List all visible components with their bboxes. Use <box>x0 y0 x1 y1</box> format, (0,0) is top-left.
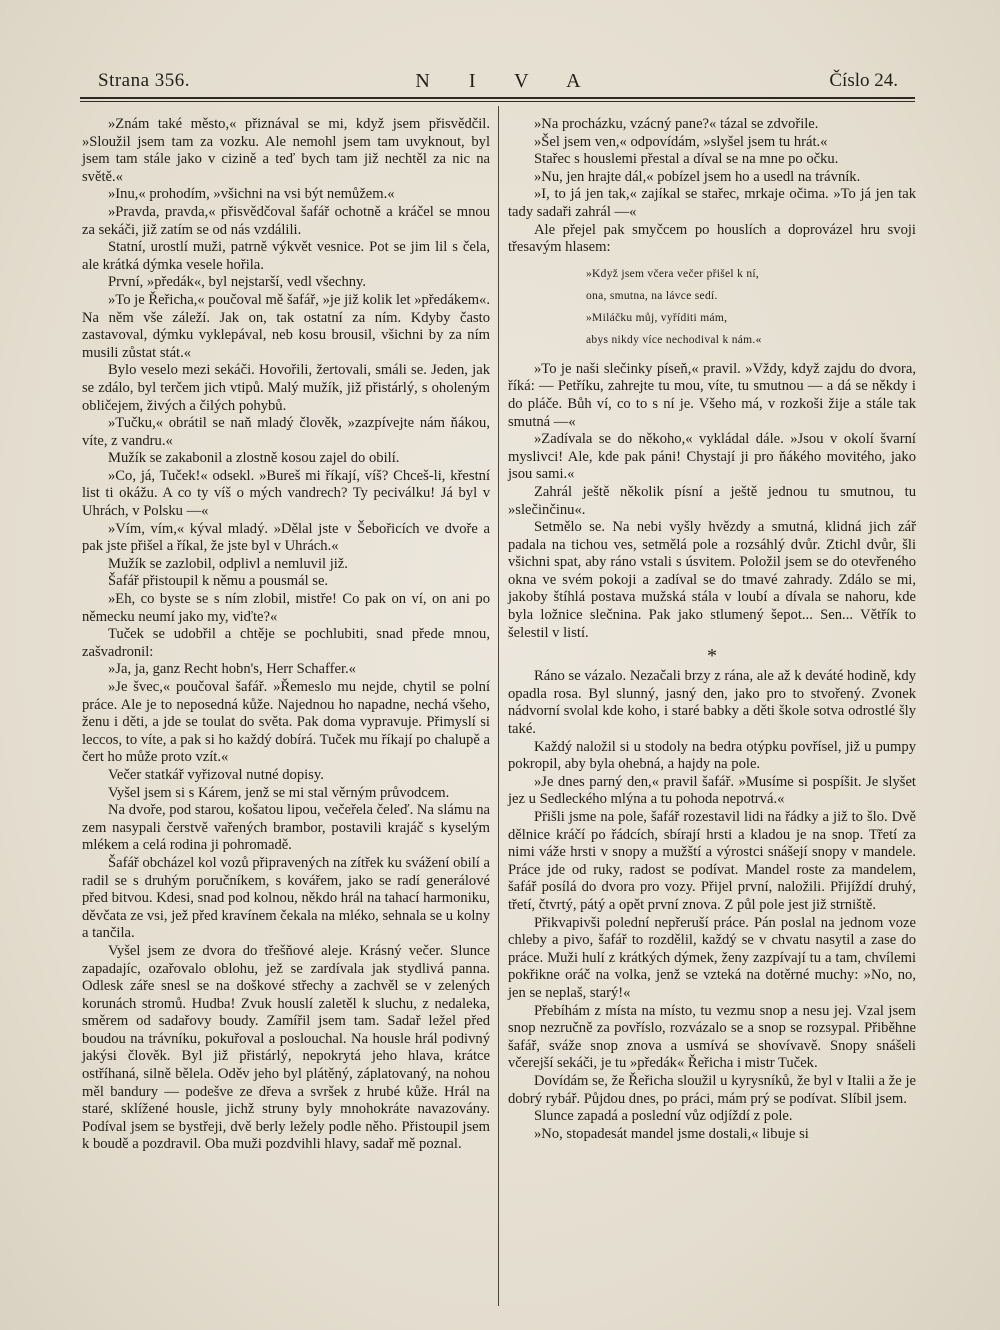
paragraph: »Na procházku, vzácný pane?« tázal se zdvořile. <box>534 116 819 132</box>
verse-line: »Když jsem včera večer přišel k ní, <box>586 267 760 280</box>
paragraph: »Šel jsem ven,« odpovídám, »slyšel jsem tu hrát.« <box>534 133 828 150</box>
page-number: Strana 356. <box>98 70 191 91</box>
paragraph: »Ja, ja, ganz Recht hobn's, Herr Schaffer.« <box>108 661 356 678</box>
paragraph: Bylo veselo mezi sekáči. Hovořili, žertovali, smáli se. Jeden, jak se zdálo, byl terčem jich vtipů. Malý mužík, již přistárlý, s oholeným obličejem, živých a čilých pohybů. <box>82 362 490 414</box>
paragraph: »Zadívala se do někoho,« vykládal dále. »Jsou v okolí švarní myslivci! Ale, kde pak páni! Chystají ji pro ňákého movitého, jako jsou sami.« <box>508 431 916 483</box>
paragraph: »Je dnes parný den,« pravil šafář. »Musíme si pospíšit. Je slyšet jez u Sedleckého mlýna a tu pohoda nepotrvá.« <box>508 773 916 808</box>
paragraph: »Pravda, pravda,« přisvědčoval šafář ochotně a kráčel se mnou za sekáči, již zatím se od nás vzdálili. <box>82 203 490 238</box>
section-separator: * <box>707 645 717 668</box>
header-rule-thin <box>80 101 915 102</box>
column-divider <box>498 106 499 1306</box>
paragraph: Statní, urostlí muži, patrně výkvět vesnice. Pot se jim lil s čela, ale krátká dýmka vesele hořila. <box>82 239 490 273</box>
paragraph: Slunce zapadá a poslední vůz odjíždí z pole. <box>534 1108 793 1125</box>
song-verse <box>586 263 916 351</box>
verse-line: abys nikdy více nechodival k nám.« <box>586 333 762 346</box>
paragraph: Vyšel jsem si s Kárem, jenž se mi stal věrným průvodcem. <box>108 784 450 801</box>
paragraph: Zahrál ještě několik písní a ještě jednou tu smutnou, tu »slečinčinu«. <box>508 483 916 518</box>
paragraph: »Nu, jen hrajte dál,« pobízel jsem ho a usedl na trávník. <box>534 168 861 185</box>
verse-line: ona, smutna, na lávce sedí. <box>586 289 718 302</box>
paragraph: Šafář přistoupil k němu a pousmál se. <box>108 573 329 590</box>
page-header <box>98 70 898 100</box>
issue-number: Číslo 24. <box>829 70 898 91</box>
paragraph: Přebíhám z místa na místo, tu vezmu snop a nesu jej. Vzal jsem snop nezručně za povříslo, rozvázalo se a snop se rozsypal. Přiběhne šafář, sváže snop znova a usmívá se shovívavě. Snopy snášeli včerejší sekáči, je tu »předák« Řeřicha i mistr Tuček. <box>508 1002 916 1072</box>
paragraph: »I, to já jen tak,« zajíkal se stařec, mrkaje očima. »To já jen tak tady sadaři zahrál —« <box>508 186 916 220</box>
paragraph: »Co, já, Tuček!« odsekl. »Bureš mi říkají, víš? Chceš-li, křestní list ti okážu. A co ty víš o mých vandrech? Ty peciválku! Já byl v Uhrách, v Polsku —« <box>82 467 490 520</box>
header-rule <box>80 97 915 99</box>
paragraph: Přišli jsme na pole, šafář rozestavil lidi na řádky a již to šlo. Dvě dělnice kráčí po řádcích, sbírají hrsti a kladou je na snop. Třetí za nimi váže hrsti v snopy a mužští a výrostci snášejí snopy v mandele. Práce jde od ruky, radost se podívat. Mandel roste za mandelem, šafář posílá do dvora pro vozy. Přijel první, naložili. Přijíždí druhý, třetí, čtvrtý, pátý a opět první znova. Z půl pole jest již strniště. <box>508 809 916 913</box>
paragraph: Ale přejel pak smyčcem po houslích a doprovázel hru svoji třesavým hlasem: <box>508 221 916 256</box>
verse-line: »Miláčku můj, vyříditi mám, <box>586 311 728 324</box>
paragraph: »Eh, co byste se s ním zlobil, mistře! Co pak on ví, on ani po německu neumí jako my, viďte?« <box>82 591 490 625</box>
paragraph: »To je Řeřicha,« poučoval mě šafář, »je již kolik let »předákem«. Na něm vše záleží. Jak on, tak ostatní za ním. Kdyby často zastavoval, dýmku vyklepával, neb kosu brousil, všichni by za ním musili zůstat stát.« <box>82 291 490 361</box>
paragraph: »Inu,« prohodím, »všichni na vsi být nemůžem.« <box>108 186 395 203</box>
left-column <box>82 116 490 1154</box>
paragraph: »Znám také město,« přiznával se mi, když jsem přisvědčil. »Sloužil jsem tam za vozku. Ale nemohl jsem tam uvyknout, byl jsem tam stále jako v cizině a teď bych tam již nechtěl za nic na světě.« <box>82 116 490 185</box>
paragraph: Ráno se vázalo. Nezačali brzy z rána, ale až k deváté hodině, kdy opadla rosa. Byl slunný, jasný den, jako pro to stvořený. Zvonek nádvorní svolal kde koho, i staré babky a děti škole sotva odrostlé šly také. <box>508 668 916 738</box>
paragraph: Každý naložil si u stodoly na bedra otýpku povřísel, již u pumpy pokropil, aby byla ohebná, a hajdy na pole. <box>508 738 916 773</box>
paragraph: Šafář obcházel kol vozů připravených na zítřek ku svážení obilí a radil se s druhým poručníkem, s kovářem, jako se radí generálové před bitvou. Kdesi, snad pod kolnou, někdo hrál na tahací harmoniku, děvčata ze vsi, jež před kravínem čekala na mléko, sehnala se u kolny a tančila. <box>82 854 490 942</box>
right-column <box>508 116 916 1143</box>
paragraph: Na dvoře, pod starou, košatou lipou, večeřela čeleď. Na slámu na zem nasypali čerstvě vařených brambor, postavili krajáč s kyselým mlékem a celá rodina ji pohromadě. <box>82 802 490 854</box>
paragraph: Večer statkář vyřizoval nutné dopisy. <box>108 766 324 783</box>
paragraph: Přikvapivši polední nepřeruší práce. Pán poslal na jednom voze chleby a pivo, šafář to rozdělil, každý se v chvatu nasytil a zase do práce. Muži hulí z krátkých dýmek, ženy zazpívají tu a tam, chvílemi pokřikne oráč na volka, jenž se vzteká na dotěrné muchy: »No, no, jen se neplaš, starý!« <box>508 914 916 1001</box>
paragraph: Mužík se zakabonil a zlostně kosou zajel do obilí. <box>108 450 400 467</box>
paragraph: Vyšel jsem ze dvora do třešňové aleje. Krásný večer. Slunce zapadajíc, ozařovalo oblohu, jež se zardívala jak stydlivá panna. Odlesk záře snesl se na doškové střechy a zachvěl se v zelených korunách stromů. Hudba! Zvuk houslí zaletěl k sluchu, z nedaleka, směrem od sadařovy boudy. Zamířil jsem tam. Sadař ležel před boudou na trávníku, pokuřoval a poslouchal. Na housle hrál podivný jakýsi člověk. Byl již přistárlý, nepokrytá jeho hlava, krátce ostříhaná, silně bělela. Oděv jeho byl plátěný, záplatovaný, na nohou měl bandury — podešve ze dřeva a svršek z hrubé kůže. Hrál na staré, sklížené housle, jichž struny byly mnohokráte navazovány. Podíval jsem se bystřeji, dvě berly ležely podle něho. Přistoupil jsem k boudě a pozdravil. Oba muži pozdvihli hlavy, sadař mě poznal. <box>82 942 490 1153</box>
paragraph: Tuček se udobřil a chtěje se pochlubiti, snad přede mnou, zašvadronil: <box>82 626 490 660</box>
paragraph: Dovídám se, že Řeřicha sloužil u kyrysníků, že byl v Italii a že je dobrý rybář. Půjdou dnes, po práci, mám prý se podívat. Slíbil jsem. <box>508 1072 916 1107</box>
journal-title: N I V A <box>415 70 598 92</box>
paragraph: Setmělo se. Na nebi vyšly hvězdy a smutná, klidná jich zář padala na tichou ves, setmělá pole a rozsáhlý dvůr. Ztichl dvůr, šli všichni spat, aby ráno vstali s úsvitem. Položil jsem se do otevřeného okna ve svém pokoji a zadíval se do tmavé zahrady. Zdálo se mi, jakoby štíhlá postava mužská stála v loubí a dívala se nahoru, kde byla ložnice slečnina. Pak jako stlumený šepot... Sen... Větřík to šelestil v listí. <box>508 519 916 641</box>
paragraph: »No, stopadesát mandel jsme dostali,« libuje si <box>534 1125 809 1142</box>
paragraph: První, »předák«, byl nejstarší, vedl všechny. <box>108 274 367 291</box>
paragraph: Mužík se zazlobil, odplivl a nemluvil již. <box>108 555 348 572</box>
paragraph: »Vím, vím,« kýval mladý. »Dělal jste v Šebořicích ve dvoře a pak jste přišel a říkal, že jste byl v Uhrách.« <box>82 520 490 555</box>
paragraph: Stařec s houslemi přestal a díval se na mne po očku. <box>534 151 839 168</box>
paragraph: »Tučku,« obrátil se naň mladý člověk, »zazpívejte nám ňákou, víte, z vandru.« <box>82 415 490 449</box>
paragraph: »To je naši slečinky píseň,« pravil. »Vždy, když zajdu do dvora, říká: — Petříku, zahrejte tu mou, víte, tu smutnou — a dá se někdy i do pláče. Bůh ví, co to s ní je. Všeho má, v rozkoši žije a stále tak smutná —« <box>508 360 916 430</box>
paragraph: »Je švec,« poučoval šafář. »Řemeslo mu nejde, chytil se polní práce. Ale je to neposedná kůže. Najednou ho napadne, nechá všeho, ženu i děti, a jde se toulat do světa. Pak doma vypravuje. Přimyslí si leccos, to víte, a pak si ho každý dobírá. Tuček mu říkají po chalupě a čert ho může proto vzít.« <box>82 679 490 766</box>
